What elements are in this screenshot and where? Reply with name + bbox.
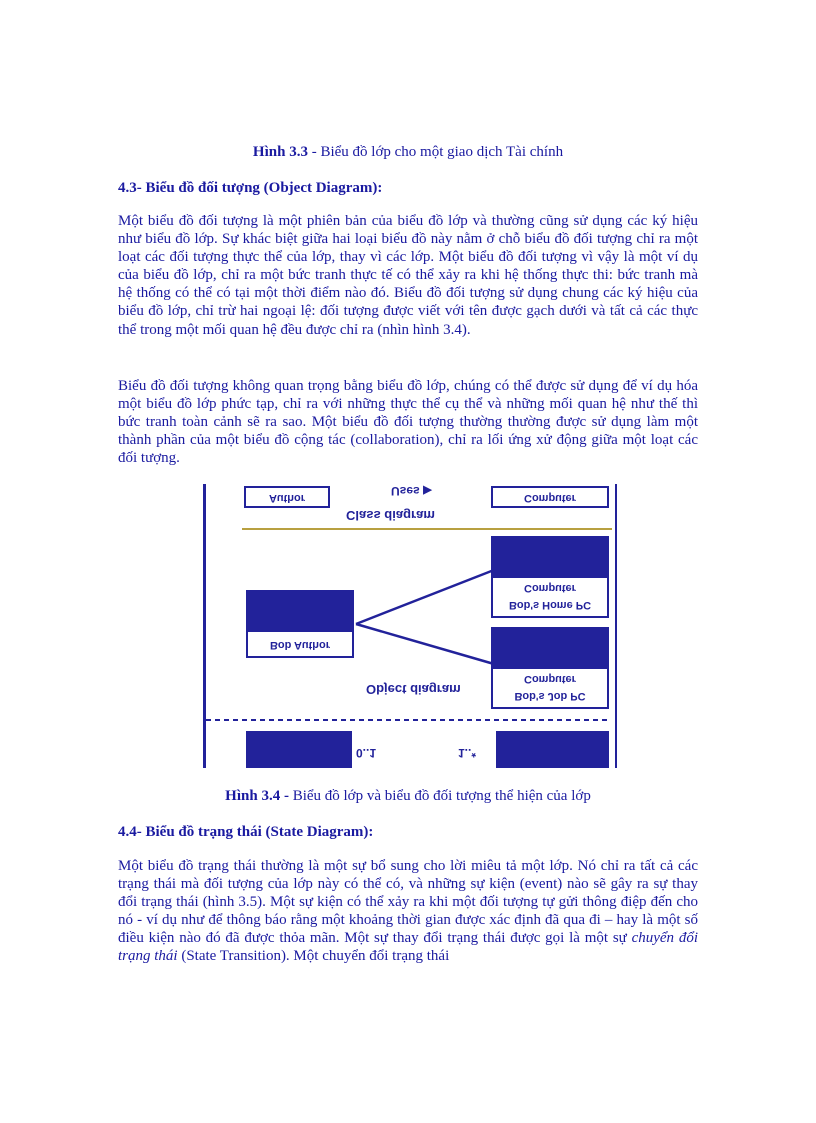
bob-author-object-header <box>246 590 354 632</box>
caption-label: Hình 3.4 - <box>225 788 289 804</box>
paragraph-text: Một biểu đồ trạng thái thường là một sự bổ sung cho lời miêu tả một lớp. Nó chỉ ra tất cả các trạng thái mà đối tượng của lớp này có thể có, và những sự kiện (event) nào sẽ gây ra sự thay đổi trạng thái (hình 3.5). Một sự kiện có thể xảy ra khi một đối tượng tự gửi thông điệp đến cho nó - ví dụ như để thông báo rằng một khoảng thời gian được xác định đã qua đi – hay là một số điều kiện nào đó đã được thỏa mãn. Một sự thay đổi trạng thái được gọi là một sự <box>118 858 698 947</box>
caption-label: Hình 3.3 <box>252 144 308 160</box>
paragraph-object-diagram-2: Biểu đồ đối tượng không quan trọng bằng biểu đồ lớp, chúng có thể được sử dụng để ví dụ hóa một biểu đồ lớp phức tạp, chỉ ra với những thực thể cụ thể và những mối quan hệ như thế thì bức tranh toàn cảnh sẽ ra sao. Một biểu đồ đối tượng thường thường được sử dụng làm một thành phần của một biểu đồ cộng tác (collaboration), chỉ ra lối ứng xử động giữa một loạt các đối tượng. <box>118 378 698 467</box>
bottom-right-box <box>496 731 609 768</box>
job-pc-type-label: Computer <box>524 673 576 685</box>
home-pc-type-label: Computer <box>524 582 576 594</box>
caption-text: Biểu đồ lớp và biểu đồ đối tượng thể hiện của lớp <box>288 788 591 804</box>
home-pc-name-label: Bob's Home PC <box>508 599 592 611</box>
home-pc-object-header <box>491 536 609 578</box>
paragraph-object-diagram-1: Một biểu đồ đối tượng là một phiên bản của biểu đồ lớp và thường cũng sử dụng các ký hiệu như biểu đồ lớp. Sự khác biệt giữa hai loại biểu đồ này nằm ở chỗ biểu đồ đối tượng chỉ ra một loạt các đối tượng thực thể của lớp, thay vì các lớp. Một biểu đồ đối tượng vì vậy là một ví dụ của biểu đồ lớp, chỉ ra một bức tranh thực tế có thể xảy ra khi hệ thống thực thi: bức tranh mà hệ thống có thể có tại một thời điểm nào đó. Biểu đồ đối tượng sử dụng chung các ký hiệu của biểu đồ lớp, chỉ trừ hai ngoại lệ: đối tượng được viết với tên được gạch dưới và tất cả các thực thể trong một mối quan hệ đều được chỉ ra (nhìn hình 3.4). <box>118 213 698 338</box>
paragraph-state-diagram <box>118 857 698 966</box>
multiplicity-left: 0..1 <box>356 746 377 760</box>
object-diagram-label: Object diagram <box>366 682 461 697</box>
bottom-left-box <box>246 731 352 768</box>
computer-class-label: Computer <box>524 492 576 504</box>
class-object-diagram-figure <box>203 484 617 768</box>
job-pc-name-label: Bob's Job PC <box>514 690 586 702</box>
paragraph-text: (State Transition). Một chuyển đổi trạng thái <box>177 948 450 965</box>
class-diagram-label: Class diagram <box>346 508 435 523</box>
bob-author-object-box <box>246 630 354 658</box>
bob-author-label: Bob Author <box>269 639 331 651</box>
emphasized-term: chuyển đổi trạng thái <box>118 930 698 965</box>
figure-caption-3-3 <box>0 142 816 162</box>
section-heading-4-4: 4.4- Biểu đồ trạng thái (State Diagram): <box>118 824 374 840</box>
uses-label: Uses ▶ <box>391 484 433 498</box>
figure-caption-3-4 <box>0 786 816 806</box>
section-heading-4-3: 4.3- Biểu đồ đối tượng (Object Diagram): <box>118 180 383 196</box>
home-pc-object-box <box>491 576 609 618</box>
caption-text: - Biểu đồ lớp cho một giao dịch Tài chính <box>307 144 564 160</box>
author-class-label: Author <box>268 492 306 504</box>
job-pc-object-header <box>491 627 609 669</box>
job-pc-object-box <box>491 667 609 709</box>
multiplicity-right: 1..* <box>458 746 477 760</box>
